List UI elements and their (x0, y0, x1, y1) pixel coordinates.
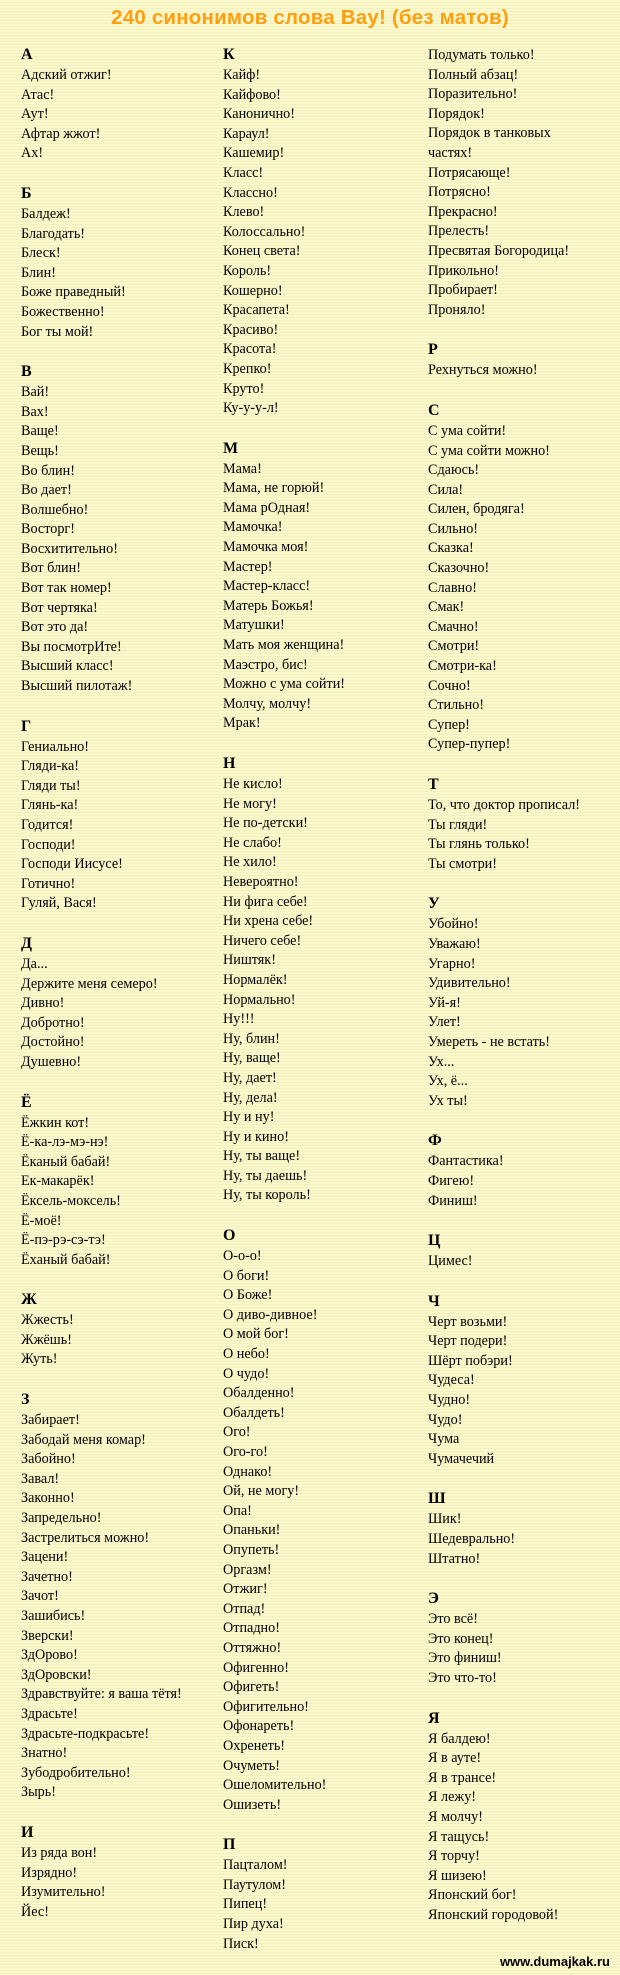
synonym-item: О чудо! (223, 1365, 270, 1382)
synonym-item: Оргазм! (223, 1561, 272, 1578)
synonym-item: Молчу, молчу! (223, 695, 312, 712)
synonym-item: Ты гляди! (428, 816, 488, 833)
synonym-item: Японский бог! (428, 1887, 517, 1904)
letter-heading: Ч (428, 1292, 440, 1310)
synonym-item: Не кисло! (223, 776, 283, 792)
synonym-item: Пипец! (223, 1896, 268, 1913)
letter-heading: О (223, 1227, 236, 1245)
synonym-item: Караул! (223, 125, 270, 142)
synonym-item: Это всё! (428, 1611, 478, 1628)
synonym-item: Смак! (428, 599, 465, 616)
synonym-item: Зверски! (21, 1627, 74, 1644)
synonym-item: Финиш! (428, 1192, 478, 1209)
synonym-item: Ну, дает! (223, 1069, 277, 1086)
synonym-item: Нормально! (223, 991, 296, 1008)
synonym-item: Отжиг! (223, 1581, 268, 1598)
synonym-item: Сказка! (428, 540, 474, 557)
synonym-item: Жжесть! (21, 1312, 74, 1329)
synonym-item: Здрасьте! (21, 1705, 78, 1722)
synonym-item: Да... (21, 955, 48, 972)
synonym-item: Господи Иисусе! (21, 856, 123, 873)
synonym-item: Ого! (223, 1424, 251, 1441)
synonym-item: Ёжкин кот! (21, 1114, 90, 1131)
letter-group (223, 440, 423, 734)
synonym-item: Ты смотри! (428, 855, 498, 872)
letter-heading: Ф (428, 1132, 442, 1150)
synonym-item: Ух... (428, 1053, 455, 1070)
synonym-item: Ну, ты король! (223, 1187, 311, 1204)
synonym-item: Ёханый бабай! (21, 1251, 111, 1268)
synonym-item: Мастер-класс! (223, 578, 311, 595)
synonym-item: Оттяжно! (223, 1639, 282, 1656)
synonym-item: Вот чертяка! (21, 599, 98, 616)
synonym-item: Ну, дела! (223, 1089, 278, 1106)
synonym-item: Я лежу! (428, 1789, 477, 1806)
synonym-item: Ого-го! (223, 1444, 268, 1460)
synonym-item: Маэстро, бис! (223, 656, 308, 673)
synonym-item: ЗдОрово! (21, 1647, 78, 1664)
synonym-item: Силен, бродяга! (428, 501, 525, 518)
synonym-item: Душевно! (21, 1053, 82, 1070)
synonym-item: Ну, ваще! (223, 1050, 281, 1067)
synonym-item: Сдаюсь! (428, 462, 480, 479)
synonym-item: Матерь Божья! (223, 597, 314, 614)
synonym-item: Зачетно! (21, 1568, 73, 1585)
synonym-item: О мой бог! (223, 1326, 289, 1343)
synonym-item: Мама! (223, 460, 262, 477)
synonym-item: Вай! (21, 384, 50, 401)
synonym-item: Уважаю! (428, 935, 481, 952)
synonym-item: Не могу! (223, 795, 277, 812)
synonym-item: Божественно! (21, 303, 105, 320)
synonym-item: Высший пилотаж! (21, 678, 133, 695)
synonym-item: Во блин! (21, 462, 75, 479)
synonym-item: Штатно! (428, 1550, 481, 1567)
synonym-item: Я молчу! (428, 1808, 483, 1825)
letter-heading: Ж (21, 1291, 37, 1309)
synonym-item: Офонареть! (223, 1718, 295, 1735)
letter-heading: Н (223, 755, 236, 772)
letter-heading: Я (428, 1709, 440, 1727)
synonym-item: Ваще! (21, 423, 59, 440)
synonym-item: Вах! (21, 403, 49, 420)
synonym-item: Забодай меня комар! (21, 1431, 146, 1448)
synonym-item: Поразительно! (428, 86, 518, 103)
synonym-item: Цимес! (428, 1253, 473, 1270)
letter-heading: Д (21, 934, 33, 952)
synonym-item: Ку-у-у-л! (223, 400, 279, 417)
synonym-item: Сочно! (428, 677, 471, 694)
synonym-item: Ёксель-моксель! (21, 1192, 121, 1209)
synonym-item: Это что-то! (428, 1670, 497, 1686)
synonym-item: Аут! (21, 106, 49, 123)
letter-group (21, 363, 206, 697)
letter-heading: В (21, 363, 32, 381)
synonym-item: Гениально! (21, 738, 89, 755)
synonym-item: Проняло! (428, 301, 486, 318)
synonym-item: Я балдею! (428, 1730, 491, 1747)
synonym-item: Умереть - не встать! (428, 1033, 550, 1050)
synonym-item: Ну!!! (223, 1011, 255, 1028)
synonym-item: Во дает! (21, 482, 72, 499)
synonym-item: Уй-я! (428, 994, 461, 1011)
column-3 (428, 46, 620, 1947)
synonym-item: Зашибись! (21, 1608, 86, 1624)
synonym-item: Йес! (21, 1903, 49, 1920)
synonym-item: Супер! (428, 716, 470, 733)
synonym-item: Балдеж! (21, 205, 71, 222)
letter-heading: Т (428, 776, 439, 793)
synonym-item: Класс! (223, 164, 264, 181)
synonym-item: Бог ты мой! (21, 323, 94, 340)
synonym-item: Канонично! (223, 106, 295, 123)
letter-group (223, 1836, 423, 1954)
letter-heading: Ц (428, 1232, 441, 1250)
synonym-item: Здравствуйте: я ваша тётя! (21, 1686, 182, 1703)
letter-heading: Ш (428, 1490, 446, 1508)
synonym-item: Потрясно! (428, 184, 491, 201)
synonym-item: Дивно! (21, 995, 65, 1012)
letter-group (428, 1232, 620, 1272)
synonym-item: Достойно! (21, 1034, 85, 1051)
synonym-item: Однако! (223, 1463, 273, 1480)
synonym-item: Гляди-ка! (21, 758, 79, 775)
synonym-item: Кошерно! (223, 282, 283, 299)
letter-heading: С (428, 401, 440, 419)
synonym-item: Черт подери! (428, 1333, 508, 1350)
synonym-item: Обалдеть! (223, 1404, 285, 1421)
letter-group (428, 341, 620, 381)
synonym-item: С ума сойти можно! (428, 442, 550, 459)
synonym-item: Изрядно! (21, 1864, 78, 1881)
synonym-item: Я шизею! (428, 1867, 487, 1884)
synonym-item: ЗдОровски! (21, 1666, 92, 1683)
synonym-item: Готично! (21, 875, 76, 892)
synonym-item: Ё-ка-лэ-мэ-нэ! (21, 1134, 109, 1151)
synonym-item: Ну и ну! (223, 1109, 275, 1126)
synonym-item: Ты глянь только! (428, 836, 530, 853)
synonym-item: Ух ты! (428, 1092, 468, 1109)
synonym-item: Запредельно! (21, 1510, 102, 1527)
synonym-item: Гляди ты! (21, 777, 81, 794)
letter-heading: Ё (21, 1093, 32, 1111)
synonym-item: Сказочно! (428, 560, 490, 577)
synonym-item: О диво-дивное! (223, 1306, 318, 1323)
synonym-item: Потрясающе! (428, 164, 511, 181)
letter-heading: А (21, 46, 33, 63)
synonym-item: Подумать только! (428, 47, 535, 63)
synonym-item: О боги! (223, 1267, 270, 1284)
synonym-item: О Боже! (223, 1287, 273, 1304)
synonym-item: Атас! (21, 86, 55, 103)
synonym-item: Угарно! (428, 955, 476, 972)
synonym-item: Боже праведный! (21, 284, 126, 301)
synonym-item: Удивительно! (428, 975, 511, 992)
letter-heading: Р (428, 341, 438, 359)
synonym-item: Фигею! (428, 1172, 475, 1189)
synonym-item: Мастер! (223, 558, 273, 575)
synonym-item: Отпадно! (223, 1620, 280, 1637)
synonym-item: Смачно! (428, 618, 479, 635)
letter-group (21, 1391, 206, 1803)
synonym-item: Ну, ты ваще! (223, 1148, 301, 1165)
letter-group (21, 1094, 206, 1271)
synonym-item: Мама, не горюй! (223, 480, 325, 497)
letter-heading: З (21, 1391, 30, 1409)
synonym-item: Кайфово! (223, 86, 281, 103)
column-1 (21, 46, 206, 1943)
synonym-item: Крепко! (223, 360, 272, 377)
synonym-item: Мама рОдная! (223, 499, 311, 516)
synonym-item: Стильно! (428, 697, 485, 714)
synonym-item: Волшебно! (21, 501, 89, 518)
synonym-item: Ну и кино! (223, 1128, 289, 1145)
synonym-item: Зубодробительно! (21, 1764, 131, 1781)
synonym-item: Ё-пэ-рэ-сэ-тэ! (21, 1232, 106, 1249)
synonym-item: Здрасьте-подкрасьте! (21, 1725, 150, 1742)
synonym-item: Ничего себе! (223, 932, 302, 949)
synonym-item: Мать моя женщина! (223, 637, 345, 654)
synonym-item: Улет! (428, 1014, 461, 1031)
synonym-item: Шедеврально! (428, 1531, 516, 1548)
synonym-item: Господи! (21, 836, 76, 853)
synonym-item: Круто! (223, 380, 265, 397)
synonym-item: Писк! (223, 1935, 259, 1952)
synonym-item: Мрак! (223, 715, 261, 732)
synonym-item: Пир духа! (223, 1916, 284, 1933)
synonym-item: Клево! (223, 204, 265, 221)
letter-group (428, 1293, 620, 1470)
synonym-item: То, что доктор прописал! (428, 797, 581, 813)
synonym-item: Ёканый бабай! (21, 1153, 111, 1170)
synonym-item: Годится! (21, 817, 74, 833)
synonym-item: Блеск! (21, 245, 61, 262)
letter-heading: М (223, 439, 239, 457)
synonym-item: Вещь! (21, 442, 59, 459)
synonym-item: Высший класс! (21, 658, 114, 675)
synonym-item: Красота! (223, 341, 277, 358)
synonym-item: Пресвятая Богородица! (428, 242, 570, 259)
synonym-item: Полный абзац! (428, 66, 519, 83)
letter-group (223, 755, 423, 1206)
synonym-item: Ух, ё... (428, 1073, 468, 1090)
synonym-item: Сила! (428, 481, 464, 498)
synonym-item: Это финиш! (428, 1650, 502, 1667)
synonym-item: Зырь! (21, 1784, 56, 1801)
synonym-item: Чудеса! (428, 1372, 475, 1389)
synonym-item: Убойно! (428, 916, 479, 933)
synonym-item: Чума (428, 1431, 460, 1448)
synonym-item: Матушки! (223, 617, 285, 634)
synonym-item: Можно с ума сойти! (223, 676, 346, 693)
letter-heading: И (21, 1823, 34, 1841)
synonym-item: Я торчу! (428, 1848, 480, 1865)
synonym-item: Ну, блин! (223, 1030, 280, 1047)
synonym-item: Король! (223, 262, 272, 279)
synonym-item: Смотри! (428, 638, 480, 655)
synonym-item: Чудо! (428, 1411, 463, 1428)
synonym-item: Я тащусь! (428, 1828, 490, 1845)
synonym-item: Обалденно! (223, 1385, 295, 1402)
letter-group (428, 1590, 620, 1688)
synonym-item: Колоссально! (223, 223, 306, 240)
synonym-item: Зачот! (21, 1588, 59, 1605)
synonym-item: Прелесть! (428, 223, 490, 240)
synonym-item: Шик! (428, 1511, 462, 1528)
letter-group (428, 895, 620, 1111)
synonym-item: О-о-о! (223, 1248, 262, 1265)
synonym-item: Офигенно! (223, 1659, 289, 1676)
synonym-item: Смотри-ка! (428, 658, 497, 675)
site-url: www.dumajkak.ru (499, 1954, 610, 1969)
synonym-item: Ошизеть! (223, 1796, 282, 1813)
synonym-item: Чудно! (428, 1392, 471, 1409)
synonym-item: Кашемир! (223, 145, 285, 162)
synonym-item: Не хило! (223, 854, 277, 871)
synonym-item: Добротно! (21, 1014, 85, 1031)
letter-group (428, 1710, 620, 1926)
synonym-item: Не слабо! (223, 834, 282, 851)
synonym-item: Фантастика! (428, 1153, 504, 1170)
synonym-item: Ништяк! (223, 952, 276, 969)
synonym-item: Блин! (21, 264, 56, 281)
synonym-item: Супер-пупер! (428, 736, 511, 753)
synonym-item: Жжёшь! (21, 1331, 72, 1348)
synonym-item: Мамочка! (223, 519, 283, 536)
synonym-item: Благодать! (21, 225, 86, 242)
synonym-item: Паутулом! (223, 1876, 287, 1893)
synonym-item: Японский городовой! (428, 1906, 559, 1923)
synonym-item: Это конец! (428, 1630, 494, 1647)
synonym-item: Прекрасно! (428, 203, 498, 220)
synonym-item: Завал! (21, 1470, 60, 1487)
synonym-item: Красапета! (223, 302, 290, 319)
synonym-item: Пацталом! (223, 1857, 288, 1874)
synonym-item: Черт возьми! (428, 1313, 508, 1330)
letter-group (428, 402, 620, 755)
letter-group (428, 776, 620, 874)
synonym-item: Красиво! (223, 321, 279, 338)
synonym-item: Восхитительно! (21, 540, 118, 557)
synonym-item: Вы посмотрИте! (21, 638, 122, 655)
synonym-item: Ой, не могу! (223, 1483, 300, 1500)
column-2 (223, 46, 423, 1975)
synonym-item: Очуметь! (223, 1757, 280, 1774)
synonym-item: Порядок в танковых (428, 125, 551, 142)
synonym-item: Шёрт побэри! (428, 1352, 513, 1369)
letter-group (21, 46, 206, 164)
synonym-item: Отпад! (223, 1600, 266, 1617)
synonym-item: Знатно! (21, 1745, 68, 1762)
synonym-item: Вот блин! (21, 560, 81, 577)
synonym-item: Офигеть! (223, 1679, 280, 1696)
synonym-item: Ё-моё! (21, 1212, 62, 1229)
synonym-item: Мамочка моя! (223, 539, 309, 556)
synonym-item: Классно! (223, 184, 278, 201)
synonym-item: Ошеломительно! (223, 1777, 327, 1794)
synonym-item: Держите меня семеро! (21, 975, 158, 992)
synonym-item: Забирает! (21, 1412, 80, 1429)
letter-group (21, 185, 206, 342)
letter-heading: Э (428, 1590, 439, 1608)
synonym-item: Рехнуться можно! (428, 362, 538, 379)
synonym-item: Пробирает! (428, 282, 498, 299)
synonym-item: Восторг! (21, 521, 75, 538)
page-title: 240 синонимов слова Вау! (без матов) (111, 6, 509, 29)
synonym-item: Порядок! (428, 105, 485, 122)
synonym-item: Невероятно! (223, 873, 299, 890)
letter-heading: П (223, 1836, 236, 1854)
synonym-item: Афтар жжот! (21, 125, 101, 142)
synonym-item: Прикольно! (428, 262, 499, 279)
synonym-item: О небо! (223, 1346, 270, 1363)
synonym-item: Вот так номер! (21, 580, 112, 597)
synonym-item: Из ряда вон! (21, 1844, 98, 1861)
synonym-item: Опаньки! (223, 1522, 281, 1539)
synonym-item: Нормалёк! (223, 971, 288, 988)
synonym-item: Ни хрена себе! (223, 913, 314, 930)
synonym-item: Застрелиться можно! (21, 1529, 150, 1546)
synonym-item: Я в трансе! (428, 1769, 497, 1786)
synonym-item: Ек-макарёк! (21, 1173, 95, 1190)
synonym-item: Охренеть! (223, 1737, 286, 1754)
letter-heading: К (223, 46, 235, 63)
synonym-item: Конец света! (223, 243, 301, 260)
synonym-item: Забойно! (21, 1451, 76, 1468)
synonym-item: Кайф! (223, 67, 261, 83)
letter-heading: Г (21, 717, 32, 735)
synonym-item: Адский отжиг! (21, 67, 112, 83)
synonym-item: частях! (428, 144, 473, 161)
synonym-item: Опа! (223, 1502, 252, 1519)
synonym-item: Чумачечий (428, 1450, 495, 1467)
synonym-item: Законно! (21, 1490, 75, 1507)
synonym-item: Жуть! (21, 1351, 58, 1368)
synonym-item: Я в ауте! (428, 1750, 482, 1767)
letter-group (21, 1824, 206, 1922)
letter-group (21, 1291, 206, 1370)
letter-group (21, 935, 206, 1073)
letter-group (428, 1132, 620, 1211)
synonym-item: Глянь-ка! (21, 797, 79, 814)
synonym-item: Гуляй, Вася! (21, 895, 97, 912)
synonym-item: Офигительно! (223, 1698, 309, 1715)
letter-group (223, 1227, 423, 1815)
synonym-item: Славно! (428, 579, 477, 596)
synonym-item: Не по-детски! (223, 815, 308, 832)
synonym-item: Ни фига себе! (223, 893, 308, 910)
letter-group (21, 718, 206, 914)
synonym-item: С ума сойти! (428, 422, 507, 439)
letter-heading: Б (21, 184, 32, 202)
letter-group (223, 46, 423, 419)
letter-group (428, 46, 620, 320)
synonym-item: Изумительно! (21, 1884, 106, 1901)
synonym-item: Опупеть! (223, 1541, 280, 1558)
letter-group (428, 1490, 620, 1569)
synonym-item: Вот это да! (21, 619, 89, 636)
synonym-item: Сильно! (428, 520, 479, 537)
synonym-item: Ах! (21, 145, 44, 162)
synonym-item: Ну, ты даешь! (223, 1167, 308, 1184)
synonym-item: Зацени! (21, 1549, 69, 1566)
letter-heading: У (428, 895, 440, 913)
